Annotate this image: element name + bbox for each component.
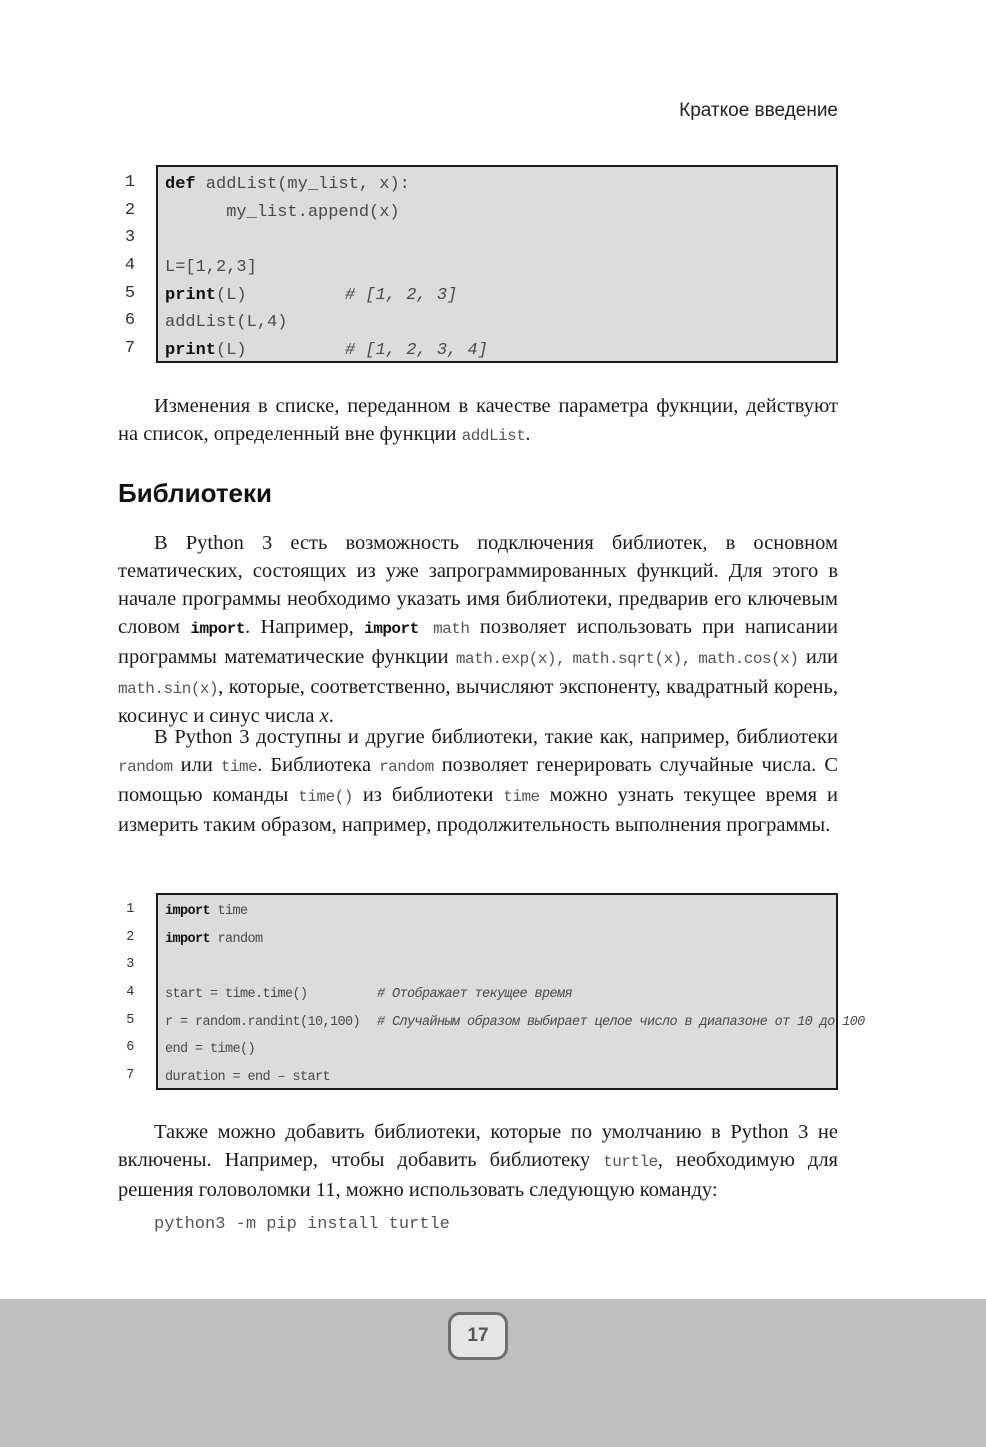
inline-code: time() <box>298 787 353 806</box>
code-text: time <box>210 904 248 919</box>
code-listing-2 <box>118 893 865 1090</box>
line-number: 5 <box>126 1012 134 1028</box>
code-line <box>165 337 836 365</box>
code-keyword: def <box>165 175 196 194</box>
inline-code: time <box>220 757 258 776</box>
code-text: r = random.randint(10,100) <box>165 1014 361 1030</box>
code-line: duration = end – start <box>165 1070 331 1086</box>
line-number: 7 <box>126 1068 134 1084</box>
paragraph-text: , которые, соответственно, вычисляют экспоненту, квадратный корень, косинус и синус числа <box>118 675 838 728</box>
code-line <box>165 282 836 310</box>
code-keyword: print <box>165 341 217 361</box>
code-line: addList(L,4) <box>165 313 288 333</box>
line-number: 2 <box>126 929 134 945</box>
math-variable: x <box>319 705 329 728</box>
code-line-empty <box>165 226 836 254</box>
inline-code: math.cos(x) <box>698 649 799 668</box>
code-line <box>165 171 836 199</box>
code-line: my_list.append(x) <box>165 202 400 222</box>
code-comment: # Случайным образом выбирает целое число в диапазоне от 10 до 100 <box>377 1014 865 1030</box>
paragraph-text: из библиотеки <box>352 783 504 806</box>
code-keyword: import <box>165 931 211 947</box>
code-line: end = time() <box>165 1042 256 1058</box>
code-keyword: print <box>165 285 217 305</box>
code-comment: # [1, 2, 3, 4] <box>345 341 488 361</box>
paragraph <box>118 1119 838 1205</box>
paragraph <box>118 530 838 731</box>
line-number: 3 <box>126 957 134 973</box>
paragraph-text: можно узнать текущее время и измерить таким образом, например, продолжительность выполнения программы. <box>118 783 838 836</box>
section-title: Библиотеки <box>118 478 273 508</box>
paragraph <box>118 393 838 451</box>
paragraph-text: или <box>172 753 221 776</box>
code-text: start = time.time() <box>165 987 308 1003</box>
paragraph-text: . Библиотека <box>257 753 380 776</box>
paragraph-text: позволяет использовать при написании программы математические функции <box>118 615 838 668</box>
paragraph <box>118 724 838 840</box>
line-number-gutter <box>118 896 142 1090</box>
code-listing-1 <box>118 165 838 363</box>
code-box <box>156 165 838 363</box>
inline-code: turtle <box>603 1152 658 1171</box>
line-number: 6 <box>126 1040 134 1056</box>
inline-code: math.exp(x), <box>455 649 566 668</box>
paragraph-text: . <box>328 705 334 728</box>
paragraph-text: . <box>525 422 531 445</box>
paragraph-text: позволяет генерировать случайные числа. С помощью команды <box>118 753 838 806</box>
code-line <box>165 926 836 954</box>
line-number: 4 <box>124 256 136 276</box>
paragraph-text: В Python 3 доступны и другие библиотеки, такие как, например, библиотеки <box>154 726 838 748</box>
inline-code: math <box>418 619 470 638</box>
code-line <box>165 1009 865 1037</box>
page-number: 17 <box>448 1312 508 1360</box>
paragraph-text: В Python 3 есть возможность подключения библиотек, в основном тематических, состоящих из уже запрограммированных функций. Для этого в начале программы необходимо указать имя библиотеки, предварив его ключевым словом <box>118 532 838 638</box>
code-comment: # [1, 2, 3] <box>345 285 458 305</box>
code-text: random <box>210 931 263 947</box>
inline-keyword: import <box>190 619 245 638</box>
line-number: 1 <box>124 173 136 192</box>
inline-code: random <box>379 757 434 776</box>
paragraph-text: или <box>798 645 839 668</box>
code-text: addList(my_list, x): <box>195 175 410 194</box>
paragraph-text: Также можно добавить библиотеки, которые по умолчанию в Python 3 не включены. Например, чтобы добавить библиотеку <box>118 1121 838 1171</box>
paragraph-text: Изменения в списке, переданном в качестве параметра фукнции, действуют на список, определенный вне функции <box>118 395 838 445</box>
code-line-empty <box>165 953 836 981</box>
code-line: L=[1,2,3] <box>165 258 257 278</box>
line-number: 6 <box>124 311 136 331</box>
line-number-gutter <box>118 169 142 363</box>
line-number: 3 <box>124 228 136 248</box>
code-text: (L) <box>216 341 247 361</box>
code-text: (L) <box>216 285 247 305</box>
inline-code: math.sqrt(x), <box>572 649 691 668</box>
paragraph-text <box>565 646 572 668</box>
line-number: 7 <box>124 339 136 359</box>
paragraph-text: , необходимую для решения головоломки 11, можно использовать следующую команду: <box>118 1148 838 1201</box>
running-head: Краткое введение <box>679 100 838 121</box>
code-comment: # Отображает текущее время <box>377 987 573 1003</box>
line-number: 2 <box>124 200 136 220</box>
inline-code: math.sin(x) <box>118 679 219 698</box>
code-box <box>156 893 865 1090</box>
code-line <box>165 981 836 1009</box>
code-line <box>165 898 836 926</box>
line-number: 1 <box>126 902 134 917</box>
line-number: 5 <box>124 283 136 303</box>
code-keyword: import <box>165 904 211 919</box>
inline-code: addList <box>461 426 526 445</box>
install-command: python3 -m pip install turtle <box>154 1215 450 1234</box>
inline-keyword: import <box>364 619 419 638</box>
line-number: 4 <box>126 985 134 1001</box>
paragraph-text: . Например, <box>244 615 365 638</box>
inline-code: time <box>503 787 540 806</box>
inline-code: random <box>118 757 173 776</box>
